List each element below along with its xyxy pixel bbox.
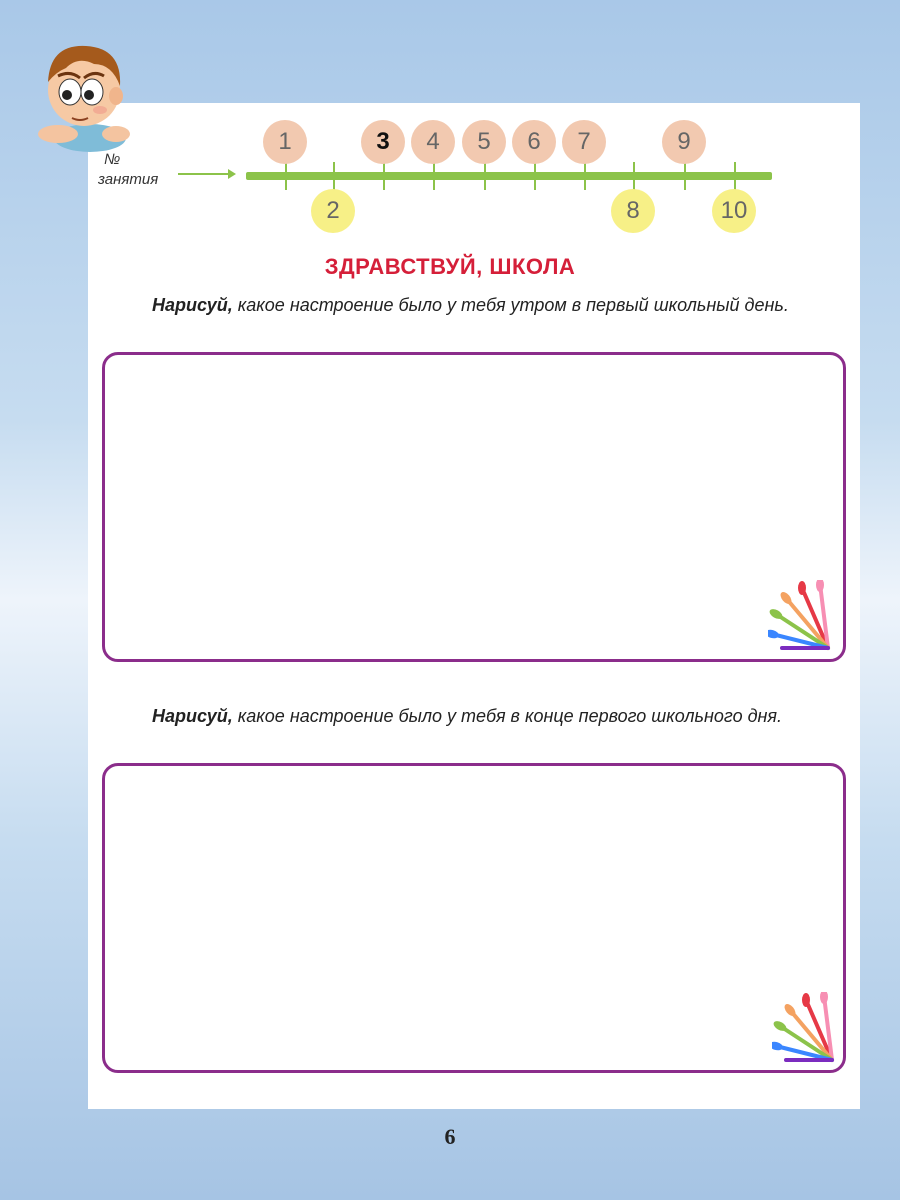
page-title: ЗДРАВСТВУЙ, ШКОЛА	[324, 254, 576, 279]
lesson-bubble: 2	[311, 189, 355, 233]
lesson-bubble: 5	[462, 120, 506, 164]
arrow-right-icon	[178, 168, 236, 180]
lesson-bubble: 1	[263, 120, 307, 164]
track-tick	[484, 162, 486, 190]
task-1-text: какое настроение было у тебя утром в первый школьный день.	[232, 295, 789, 315]
task-2-verb: Нарисуй,	[152, 706, 233, 726]
track-tick	[684, 162, 686, 190]
task-2-instruction	[102, 703, 844, 730]
page-number: 6	[444, 1124, 456, 1149]
track-tick	[285, 162, 287, 190]
boy-mascot-icon	[28, 34, 132, 152]
track-tick	[433, 162, 435, 190]
lesson-number-label	[98, 150, 188, 190]
drawing-area-1[interactable]	[102, 352, 846, 662]
lesson-bubble-current: 3	[361, 120, 405, 164]
lesson-word: занятия	[98, 171, 159, 188]
task-1-instruction	[102, 292, 844, 319]
lesson-bubble: 8	[611, 189, 655, 233]
task-1-verb: Нарисуй,	[152, 295, 233, 315]
track-tick	[584, 162, 586, 190]
track-tick	[333, 162, 335, 190]
number-sign: №	[104, 151, 121, 168]
lesson-progress-track	[246, 172, 772, 180]
track-tick	[734, 162, 736, 190]
track-tick	[383, 162, 385, 190]
lesson-bubble: 7	[562, 120, 606, 164]
track-tick	[534, 162, 536, 190]
drawing-area-2[interactable]	[102, 763, 846, 1073]
lesson-bubble: 10	[712, 189, 756, 233]
track-tick	[633, 162, 635, 190]
paint-brushes-icon	[772, 992, 842, 1064]
lesson-bubble: 9	[662, 120, 706, 164]
lesson-bubble: 4	[411, 120, 455, 164]
task-2-text: какое настроение было у тебя в конце первого школьного дня.	[232, 706, 783, 726]
lesson-bubble: 6	[512, 120, 556, 164]
paint-brushes-icon	[768, 580, 838, 652]
